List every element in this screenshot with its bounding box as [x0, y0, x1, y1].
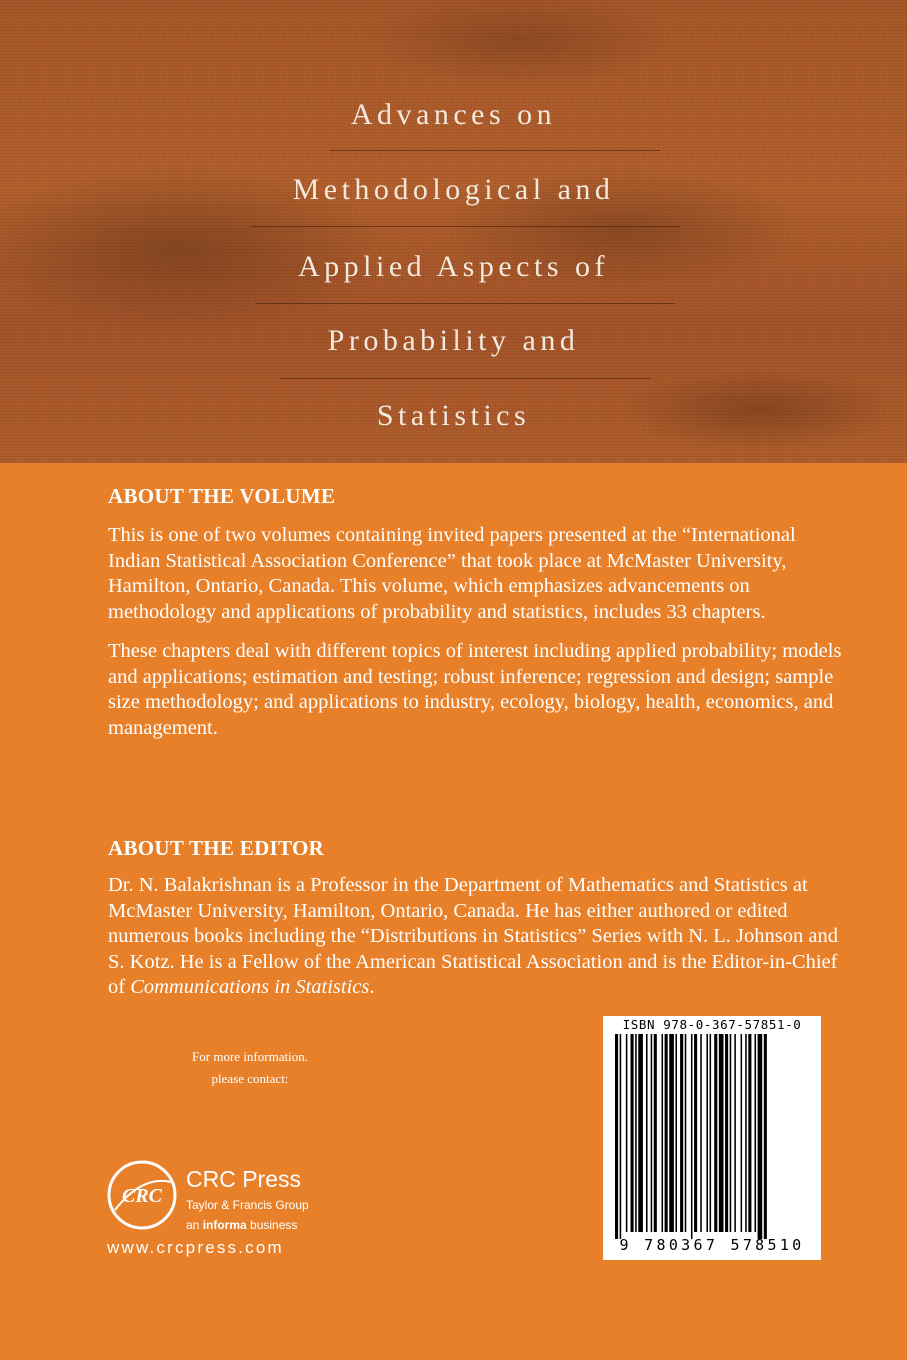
- barcode-bar: [654, 1034, 657, 1232]
- publisher-informa: [186, 1218, 297, 1232]
- barcode-bar: [635, 1034, 637, 1232]
- contact-line-2: please contact:: [211, 1071, 289, 1086]
- barcode-bar: [755, 1034, 757, 1232]
- about-editor-text: Dr. N. Balakrishnan is a Professor in the Department of Mathematics and Statistics at McMaster University, Hamilton, Ontario, Canada. He has either authored or edited numerous books including the “Distributions in Statistics” Series with N. L. Johnson and S. Kotz. He is a Fellow of the American Statistical Association and is the Editor-in-Chief of: [108, 874, 838, 998]
- title-rule: [330, 150, 660, 151]
- barcode-bar: [615, 1034, 618, 1239]
- barcode-bar: [730, 1034, 732, 1232]
- publisher-group: Taylor & Francis Group: [186, 1198, 309, 1212]
- about-editor-section: [108, 836, 848, 1001]
- about-volume-paragraph-1: This is one of two volumes containing invited papers presented at the “International Indian Statistical Association Conference” that took place at McMaster University, Hamilton, Ontario, Canada. This volume, which emphasizes advancements on methodology and applications of probability and statistics, includes 33 chapters.: [108, 524, 796, 623]
- title-rule: [280, 378, 650, 379]
- barcode-bar: [685, 1034, 687, 1232]
- title-rule: [255, 303, 675, 304]
- publisher-website: www.crcpress.com: [107, 1238, 284, 1257]
- informa-bold: informa: [202, 1218, 247, 1232]
- title-line-2: Methodological and: [292, 173, 615, 206]
- barcode-bar: [710, 1034, 712, 1232]
- informa-prefix: an: [186, 1218, 203, 1232]
- barcode-bar: [680, 1034, 683, 1232]
- publisher-name: CRC Press: [186, 1166, 302, 1192]
- barcode-bar: [626, 1034, 628, 1232]
- contact-note: [155, 1046, 345, 1090]
- barcode-bar: [758, 1034, 763, 1239]
- about-editor-paragraph: [108, 873, 848, 1001]
- journal-title: Communications in Statistics: [130, 976, 370, 998]
- about-editor-heading: ABOUT THE EDITOR: [108, 836, 325, 860]
- barcode-bar: [638, 1034, 643, 1232]
- barcode-bar: [700, 1034, 702, 1232]
- barcode-bar: [734, 1034, 736, 1232]
- about-editor-text-end: .: [369, 976, 375, 998]
- barcode-bar: [662, 1034, 664, 1232]
- logo-text: CRC: [121, 1185, 163, 1207]
- cover-title-panel: [0, 0, 907, 463]
- title-line-1: Advances on: [350, 98, 557, 131]
- barcode-bar: [665, 1034, 668, 1232]
- barcode-bar: [691, 1034, 693, 1239]
- barcode-bar: [706, 1034, 708, 1232]
- isbn-text: ISBN 978-0-367-57851-0: [622, 1017, 802, 1032]
- about-volume-section: [108, 484, 848, 741]
- barcode-bar: [631, 1034, 634, 1232]
- barcode-bar: [646, 1034, 648, 1232]
- barcode-bar: [669, 1034, 674, 1232]
- about-volume-paragraph-2: These chapters deal with different topics of interest including applied probability; models and applications; estimation and testing; robust inference; regression and design; sample size methodology; and applications to industry, ecology, biology, health, economics, and management.: [108, 640, 842, 739]
- informa-suffix: business: [246, 1218, 298, 1232]
- barcode-digits: 9 780367 578510: [619, 1236, 805, 1254]
- barcode-bar: [714, 1034, 717, 1232]
- title-line-4: Probability and: [327, 324, 580, 357]
- barcode-bar: [675, 1034, 677, 1232]
- crc-logo-icon: [107, 1160, 177, 1230]
- contact-line-1: For more information.: [192, 1049, 308, 1064]
- barcode-bar: [764, 1034, 767, 1239]
- barcode-bar: [651, 1034, 653, 1232]
- title-rule: [250, 226, 680, 227]
- barcode-bar: [725, 1034, 728, 1232]
- barcode-bar: [741, 1034, 743, 1232]
- about-volume-heading: ABOUT THE VOLUME: [108, 484, 336, 508]
- barcode-bar: [620, 1034, 622, 1239]
- title-line-3: Applied Aspects of: [298, 250, 609, 283]
- barcode-bar: [748, 1034, 751, 1232]
- barcode-panel: [603, 1016, 821, 1260]
- title-line-5: Statistics: [376, 399, 531, 432]
- barcode-bar: [694, 1034, 697, 1232]
- barcode-graphic: [603, 1016, 821, 1260]
- barcode-bar: [745, 1034, 747, 1232]
- barcode-bar: [719, 1034, 724, 1232]
